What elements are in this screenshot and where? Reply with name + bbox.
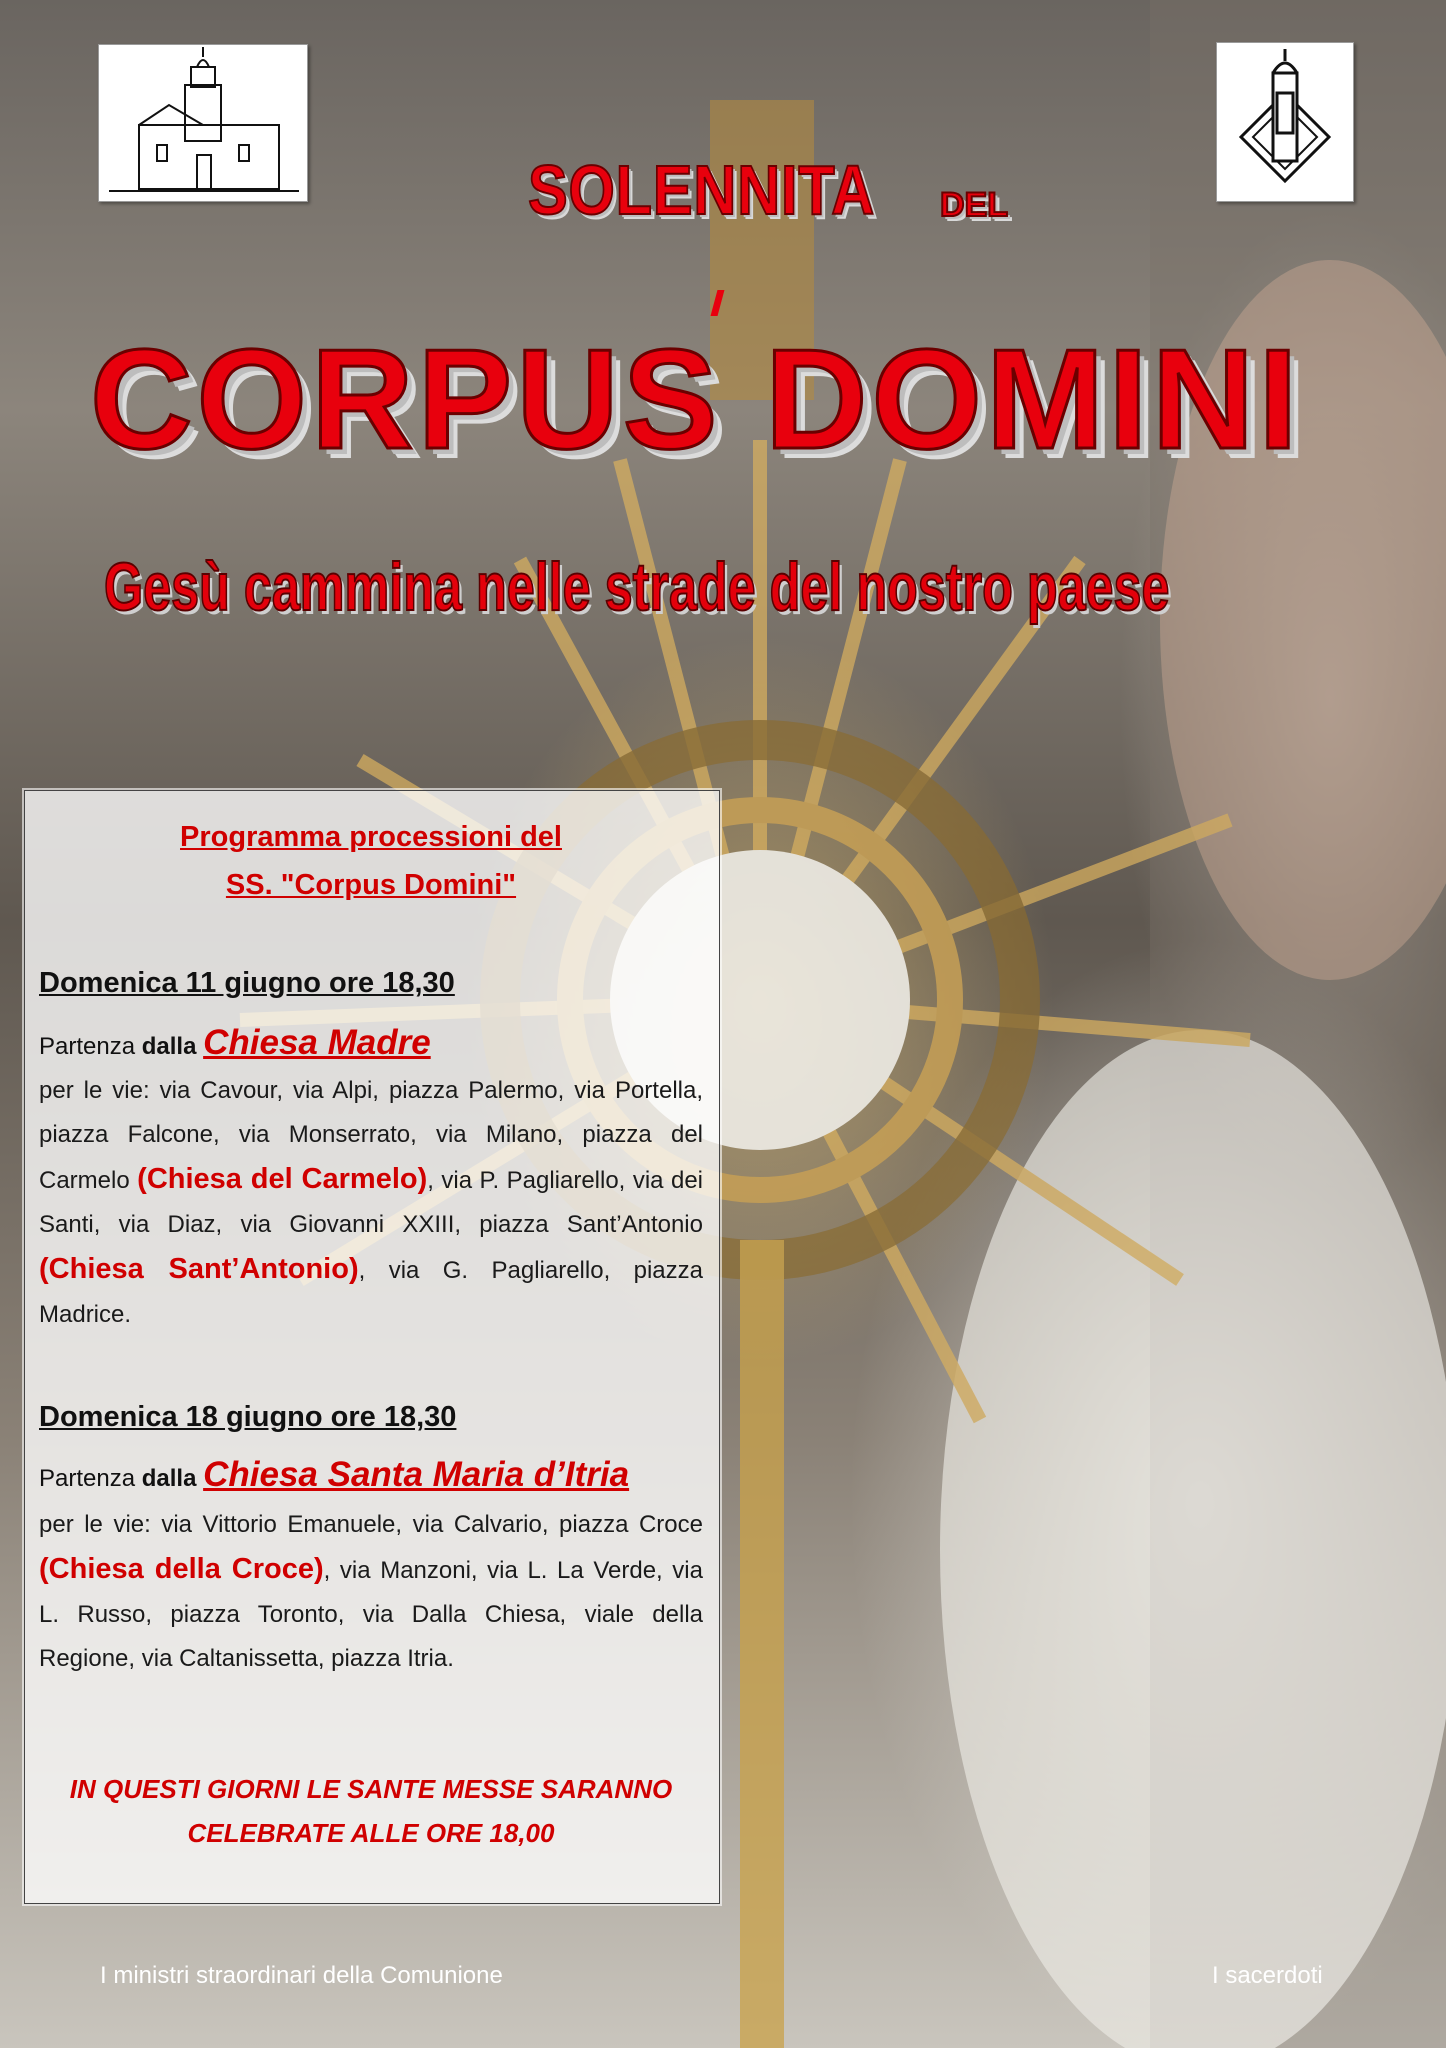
program-heading-sub: SS. "Corpus Domini" (225, 869, 517, 901)
departure-from: dalla (141, 1465, 197, 1492)
program-box (24, 790, 720, 1904)
footer-signature-ministers: I ministri straordinari della Comunione (100, 1962, 503, 1989)
route-text: , via P. Pagliarello, via dei Santi, via Diaz, via Giovanni XXIII, piazza Sant’Antonio (39, 1167, 703, 1238)
route-stop: (Chiesa del Carmelo) (137, 1163, 428, 1195)
event-route (39, 1503, 703, 1681)
title-corpus-domini: CORPUS DOMINI (90, 320, 1302, 479)
route-stop: (Chiesa Sant’Antonio) (39, 1253, 359, 1285)
event-date: Domenica 18 giugno ore 18,30 (39, 1401, 457, 1433)
route-text: , via G. Pagliarello, piazza Madrice. (39, 1257, 704, 1328)
subtitle: Gesù cammina nelle strade del nostro paese (104, 549, 1170, 625)
departure-prefix: Partenza (39, 1033, 136, 1060)
title-del: DEL (940, 186, 1008, 224)
program-heading: Programma processioni del (180, 821, 562, 853)
departure-prefix: Partenza (39, 1465, 136, 1492)
route-text: , via Manzoni, via L. La Verde, via L. Russo, piazza Toronto, via Dalla Chiesa, viale della Regione, via Caltanissetta, piazza Itria. (39, 1557, 703, 1672)
event-departure (39, 1455, 629, 1495)
footer-signature-priests: I sacerdoti (1212, 1962, 1323, 1989)
event-date: Domenica 11 giugno ore 18,30 (39, 967, 455, 999)
route-text: per le vie: via Vittorio Emanuele, via Calvario, piazza Croce (39, 1511, 703, 1538)
church-logo (98, 44, 308, 202)
route-stop: (Chiesa della Croce) (39, 1553, 324, 1585)
departure-church: Chiesa Santa Maria d’Itria (203, 1455, 630, 1494)
departure-church: Chiesa Madre (203, 1023, 431, 1062)
parish-emblem-logo (1216, 42, 1354, 202)
notice-line: CELEBRATE ALLE ORE 18,00 (187, 1818, 555, 1848)
mass-notice (39, 1767, 703, 1855)
title-solennita: SOLENNITA (528, 151, 876, 229)
event-departure (39, 1023, 431, 1063)
route-text: per le vie: via Cavour, via Alpi, piazza Palermo, via Portella, piazza Falcone, via Monserrato, via Milano, piazza del Carmelo (39, 1077, 703, 1194)
notice-line: IN QUESTI GIORNI LE SANTE MESSE SARANNO (69, 1774, 673, 1804)
event-route (39, 1069, 703, 1337)
departure-from: dalla (141, 1033, 197, 1060)
